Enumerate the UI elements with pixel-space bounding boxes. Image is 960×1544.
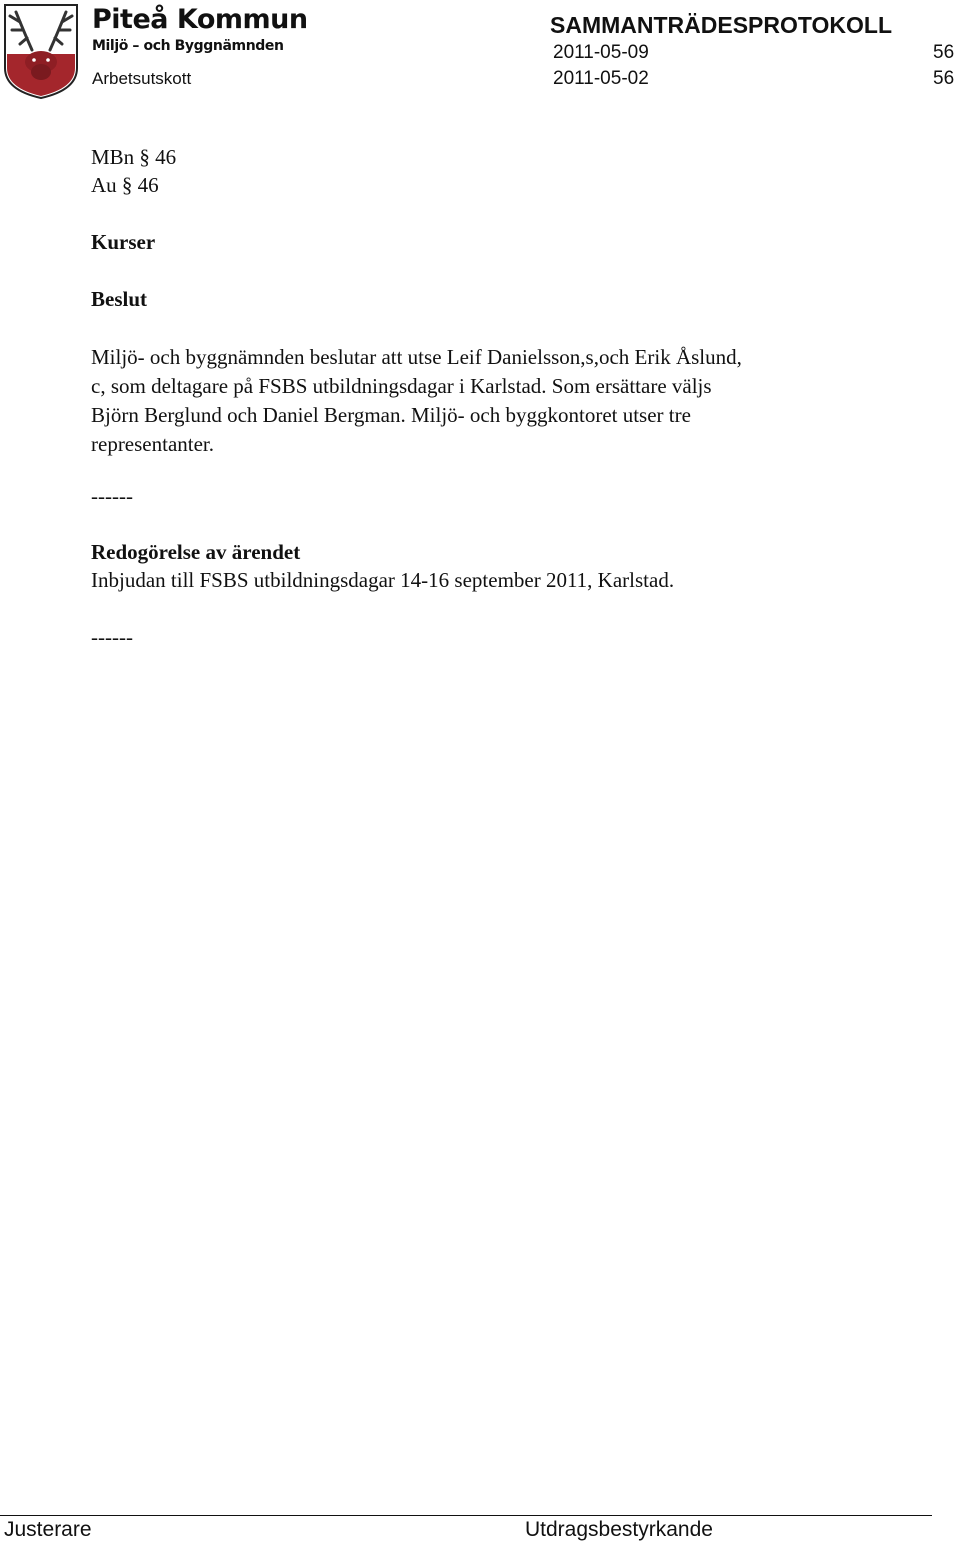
- separator: ------: [91, 625, 133, 649]
- decision-text: [91, 343, 891, 459]
- committee-meeting-date: 2011-05-02: [553, 68, 649, 89]
- subject-heading: Kurser: [91, 230, 156, 254]
- decision-heading: Beslut: [91, 287, 148, 311]
- decision-line: c, som deltagare på FSBS utbildningsdagar i Karlstad. Som ersättare väljs: [91, 374, 712, 398]
- organization-name: Piteå Kommun: [92, 4, 308, 35]
- committee-name: Arbetsutskott: [92, 69, 192, 88]
- report-heading: Redogörelse av ärendet: [91, 540, 301, 564]
- pitea-coat-of-arms-logo: [2, 2, 80, 100]
- committee-page-number: 56: [933, 68, 955, 89]
- separator: ------: [91, 484, 133, 508]
- decision-line: Miljö- och byggnämnden beslutar att utse Leif Danielsson,s,och Erik Åslund,: [91, 345, 742, 369]
- adjuster-label: Justerare: [4, 1518, 92, 1541]
- footer-divider: [0, 1515, 932, 1516]
- document-title: SAMMANTRÄDESPROTOKOLL: [550, 12, 893, 38]
- meeting-date: 2011-05-09: [553, 42, 649, 63]
- mbn-paragraph-ref: MBn § 46: [91, 145, 177, 169]
- board-name: Miljö – och Byggnämnden: [92, 38, 284, 54]
- excerpt-certifier-label: Utdragsbestyrkande: [525, 1518, 713, 1541]
- page-number: 56: [933, 42, 955, 63]
- decision-line: Björn Berglund och Daniel Bergman. Miljö- och byggkontoret utser tre: [91, 403, 691, 427]
- report-text: Inbjudan till FSBS utbildningsdagar 14-16 september 2011, Karlstad.: [91, 568, 675, 592]
- au-paragraph-ref: Au § 46: [91, 173, 159, 197]
- decision-line: representanter.: [91, 432, 215, 456]
